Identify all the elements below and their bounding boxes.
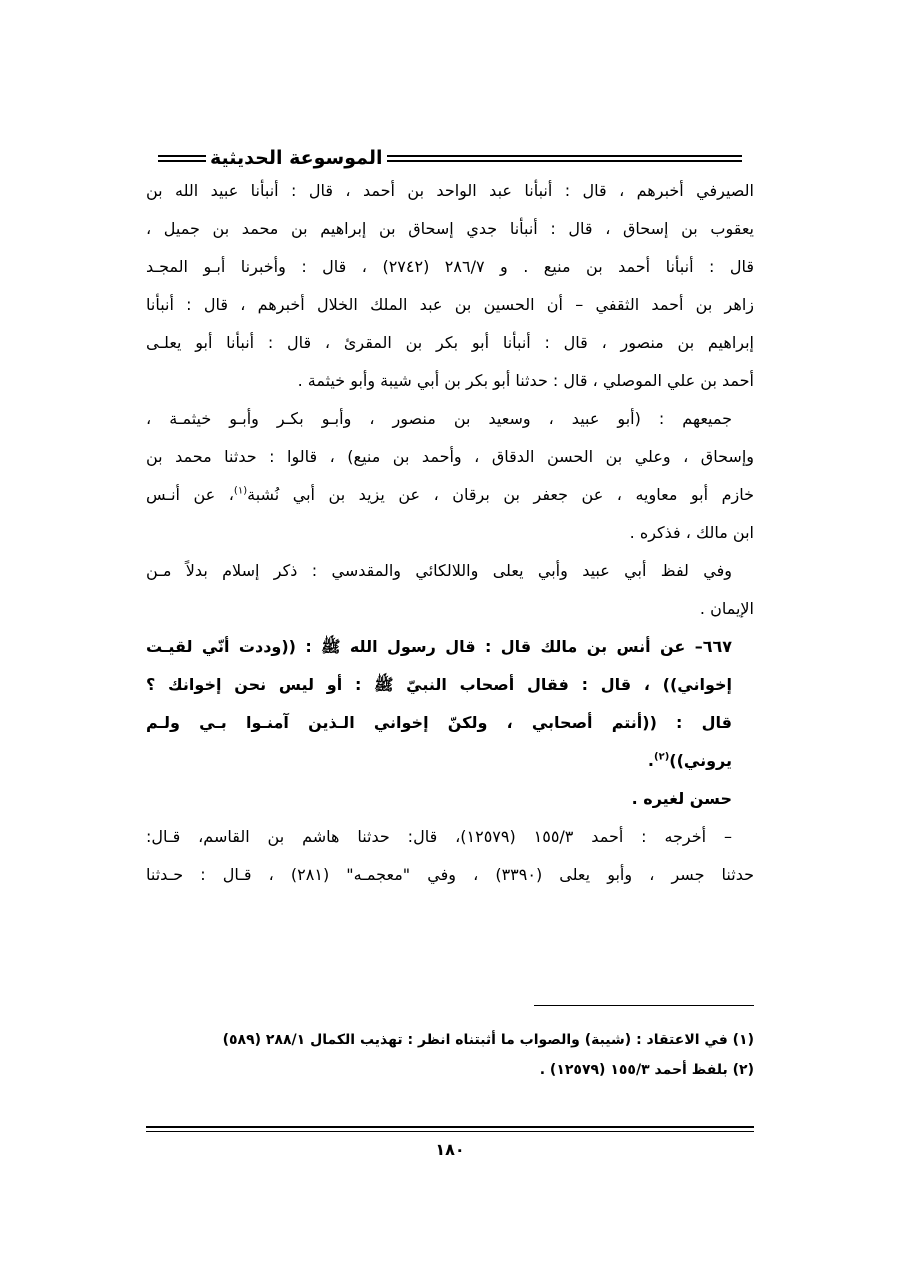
text-segment: ، عن أنـس	[146, 485, 234, 504]
footnote-1: (١) في الاعتقاد : (شيبة) والصواب ما أثبتناه انظر : تهذيب الكمال ٢٨٨/١ (٥٨٩)	[222, 1032, 754, 1048]
text-line: جميعهم : (أبو عبيد ، وسعيد بن منصور ، وأبـو بكـر وأبـو خيثمـة ،	[146, 409, 732, 428]
text-line	[146, 480, 754, 518]
hadith-segment: يروني))	[669, 751, 732, 770]
header-rule-right	[387, 155, 743, 162]
header-rule-left	[158, 155, 206, 162]
text-line: – أخرجه : أحمد ١٥٥/٣ (١٢٥٧٩)، قال: حدثنا هاشم بن القاسم، قـال:	[146, 827, 732, 846]
footnote-separator	[534, 1005, 754, 1006]
header-title: الموسوعة الحديثية	[210, 147, 383, 169]
text-line: إبراهيم بن منصور ، قال : أنبأنا أبو بكر بن المقرئ ، قال : أنبأنا أبو يعلـى	[146, 333, 754, 352]
hadith-line: قال : ((أنتم أصحابي ، ولكنّ إخواني الـذين آمنـوا بـي ولـم	[146, 713, 732, 732]
footnote-ref-1[interactable]: (١)	[233, 485, 248, 497]
page-content	[146, 140, 754, 898]
footnotes	[146, 1025, 754, 1085]
footnote-ref-2[interactable]: (٢)	[654, 751, 670, 763]
hadith-end: .	[647, 751, 654, 770]
footnote-2: (٢) بلفظ أحمد ١٥٥/٣ (١٢٥٧٩) .	[539, 1062, 754, 1078]
text-line: قال : أنبأنا أحمد بن منيع . و ٢٨٦/٧ (٢٧٤٢) ، قال : وأخبرنا أبـو المجـد	[146, 257, 754, 276]
text-segment: خازم أبو معاويه ، عن جعفر بن برقان ، عن يزيد بن أبي نُشبة	[247, 485, 755, 504]
hadith-line: ٦٦٧– عن أنس بن مالك قال : قال رسول الله ﷺ : ((وددت أنّي لقيـت	[146, 637, 732, 656]
text-line: زاهر بن أحمد الثقفي – أن الحسين بن عبد الملك الخلال أخبرهم ، قال : أنبأنا	[146, 295, 754, 314]
text-line: أحمد بن علي الموصلي ، قال : حدثنا أبو بكر بن أبي شيبة وأبو خيثمة .	[297, 371, 754, 390]
text-line: الصيرفي أخبرهم ، قال : أنبأنا عبد الواحد بن أحمد ، قال : أنبأنا عبيد الله بن	[146, 181, 754, 200]
hadith-line: إخواني)) ، قال : فقال أصحاب النبيّ ﷺ : أو ليس نحن إخوانك ؟	[146, 675, 732, 694]
text-line: حدثنا جسر ، وأبو يعلى (٣٣٩٠) ، وفي "معجمـه" (٢٨١) ، قـال : حـدثنا	[146, 865, 754, 884]
bottom-rule	[146, 1126, 754, 1132]
text-line: ابن مالك ، فذكره .	[629, 523, 754, 542]
text-line: وفي لفظ أبي عبيد وأبي يعلى واللالكائي والمقدسي : ذكر إسلام بدلاً مـن	[146, 561, 732, 580]
hadith-grade: حسن لغيره .	[631, 789, 732, 808]
page-number: ١٨٠	[435, 1140, 465, 1159]
hadith-line	[146, 746, 754, 784]
text-line: وإسحاق ، وعلي بن الحسن الدقاق ، وأحمد بن منيع) ، قالوا : حدثنا محمد بن	[146, 447, 754, 466]
text-line: يعقوب بن إسحاق ، قال : أنبأنا جدي إسحاق بن إبراهيم بن محمد بن جميل ،	[146, 219, 754, 238]
running-header	[146, 140, 754, 176]
main-text	[146, 176, 754, 898]
text-line: الإيمان .	[699, 599, 754, 618]
